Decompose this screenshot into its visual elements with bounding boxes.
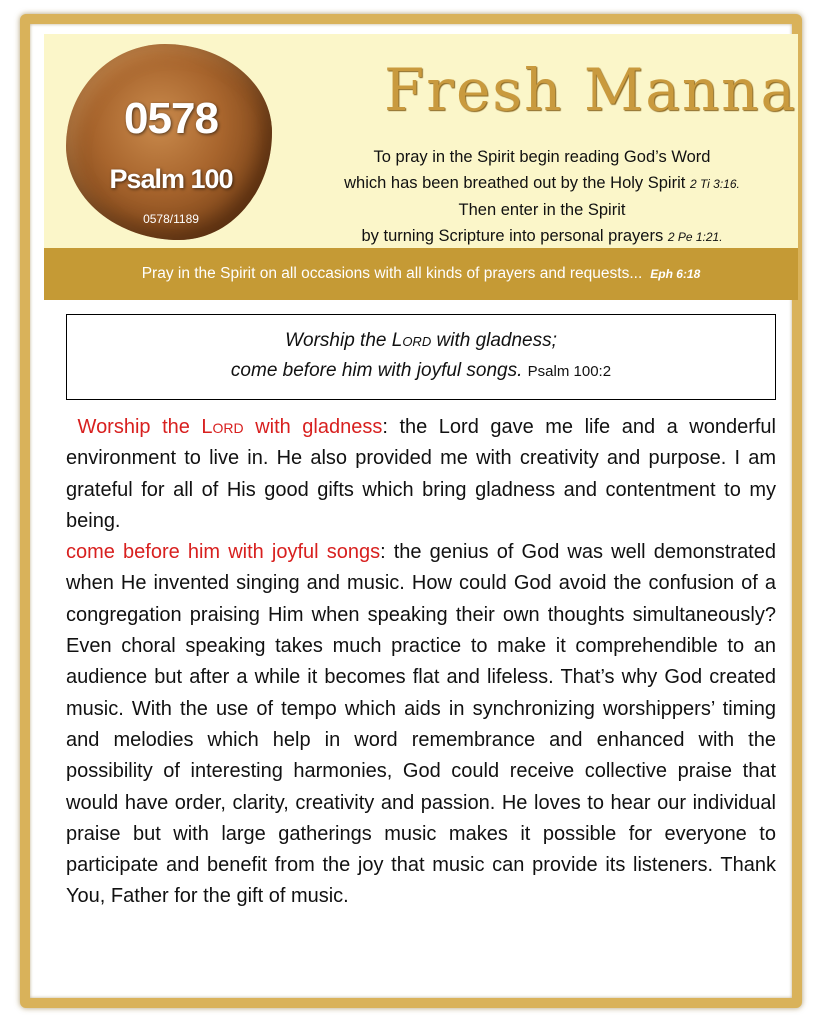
reflection-text: [66, 412, 776, 913]
devotional-count: 0578/1189: [143, 212, 199, 226]
highlight-phrase-1: [78, 416, 383, 438]
verse-box: [66, 314, 776, 400]
verse-line-1: [67, 326, 775, 356]
reflection-paragraph-2: [66, 537, 776, 913]
intro-line-2-ref: 2 Ti 3:16.: [689, 177, 740, 191]
verse-lord: Lord: [391, 330, 432, 351]
banner-text: Pray in the Spirit on all occasions with all kinds of prayers and requests...: [141, 265, 643, 282]
devotional-card: [20, 14, 802, 1008]
header: [44, 34, 798, 248]
verse-ref: Psalm 100:2: [527, 363, 612, 380]
reflection-paragraph-1: [66, 412, 776, 537]
bread-image: [66, 44, 272, 240]
intro-line-3: Then enter in the Spirit: [458, 201, 626, 219]
highlight-1-lord: Lord: [201, 416, 244, 438]
intro-line-1: To pray in the Spirit begin reading God’s Word: [373, 148, 711, 166]
highlight-1-a: Worship the: [77, 416, 202, 438]
intro-line-4: [294, 223, 790, 250]
intro-line-4-text: by turning Scripture into personal prayers: [361, 227, 664, 245]
banner: [44, 248, 798, 300]
reflection-text-1: : the Lord gave me life and a wonderful environment to live in. He also provided me with creativity and purpose. I am grateful for all of His good gifts which bring gladness and contentment to my being.: [66, 416, 776, 532]
devotional-number: 0578: [124, 94, 218, 143]
intro-line-2-text: which has been breathed out by the Holy Spirit: [344, 174, 686, 192]
verse-line-1-b: with gladness;: [431, 330, 557, 351]
intro-text: [294, 144, 790, 250]
intro-line-4-ref: 2 Pe 1:21.: [667, 230, 723, 244]
verse-line-2: [67, 356, 775, 387]
banner-ref: Eph 6:18: [650, 267, 701, 281]
highlight-phrase-2: come before him with joyful songs: [66, 541, 381, 564]
psalm-title: Psalm 100: [109, 164, 233, 194]
brand-title: Fresh Manna: [384, 56, 798, 124]
reflection-text-2: : the genius of God was well demonstrated when He invented singing and music. How could God avoid the confusion of a congregation praising Him when speaking their own thoughts simultaneously? Even choral speaking takes much practice to make it comprehendible to an audience but after a while it becomes flat and lifeless. That’s why God created music. With the use of tempo which aids in synchronizing worshippers’ timing and melodies which help in word remembrance and enhanced with the possibility of interesting harmonies, God could receive collective praise that would have order, clarity, creativity and passion. He loves to hear our individual praise but with large gatherings music makes it possible for everyone to participate and benefit from the joy that music can provide its listeners. Thank You, Father for the gift of music.: [66, 541, 776, 908]
verse-line-1-a: Worship the: [285, 330, 392, 351]
intro-line-2: [294, 170, 790, 197]
highlight-1-b: with gladness: [243, 416, 383, 438]
verse-line-2-text: come before him with joyful songs.: [230, 360, 523, 381]
